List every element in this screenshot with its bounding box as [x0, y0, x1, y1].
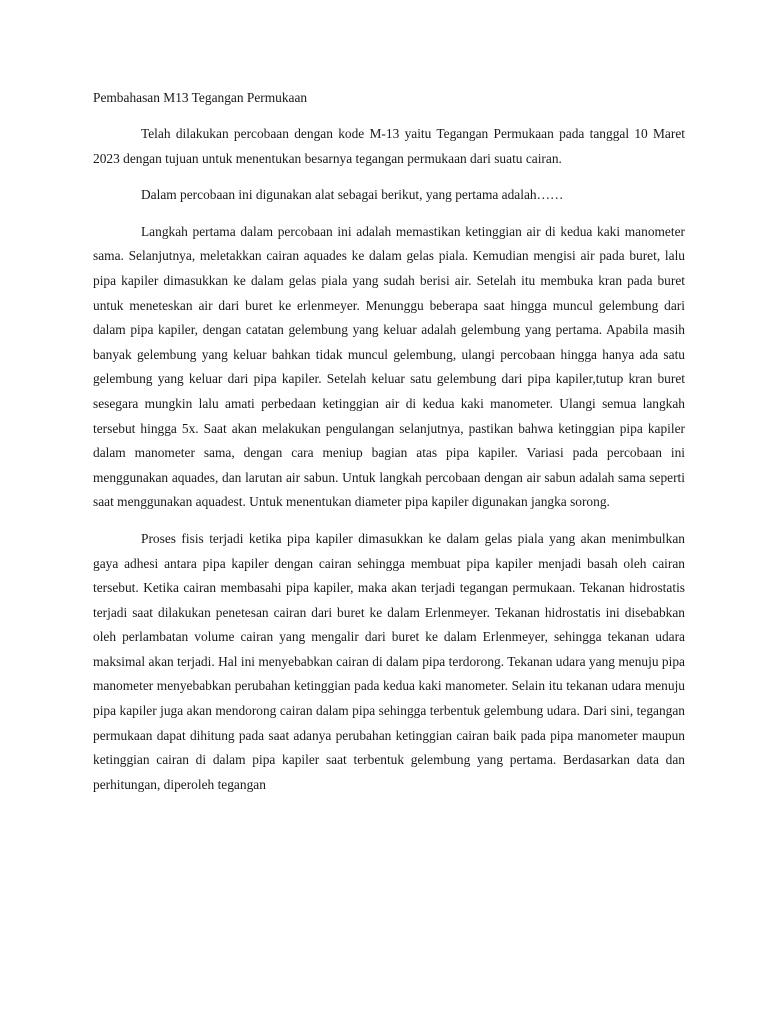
document-page — [93, 86, 685, 809]
paragraph-physical-process: Proses fisis terjadi ketika pipa kapiler dimasukkan ke dalam gelas piala yang akan menimbulkan gaya adhesi antara pipa kapiler dengan cairan sehingga membuat pipa kapiler menjadi basah oleh cairan tersebut. Ketika cairan membasahi pipa kapiler, maka akan terjadi tegangan permukaan. Tekanan hidrostatis terjadi saat dilakukan penetesan cairan dari buret ke dalam Erlenmeyer. Tekanan hidrostatis ini disebabkan oleh perlambatan volume cairan yang mengalir dari buret ke dalam Erlenmeyer, sehingga tekanan udara maksimal akan terjadi. Hal ini menyebabkan cairan di dalam pipa terdorong. Tekanan udara yang menuju pipa manometer menyebabkan perubahan ketinggian pada kedua kaki manometer. Selain itu tekanan udara menuju pipa kapiler juga akan mendorong cairan dalam pipa sehingga terbentuk gelembung udara. Dari sini, tegangan permukaan dapat dihitung pada saat adanya perubahan ketinggian cairan baik pada pipa manometer maupun ketinggian cairan di dalam pipa kapiler saat terbentuk gelembung yang pertama. Berdasarkan data dan perhitungan, diperoleh tegangan — [93, 530, 685, 792]
paragraph-equipment: Dalam percobaan ini digunakan alat sebagai berikut, yang pertama adalah…… — [141, 187, 564, 203]
paragraph-intro: Telah dilakukan percobaan dengan kode M-13 yaitu Tegangan Permukaan pada tanggal 10 Maret 2023 dengan tujuan untuk menentukan besarnya tegangan permukaan dari suatu cairan. — [93, 126, 685, 166]
paragraph-procedure: Langkah pertama dalam percobaan ini adalah memastikan ketinggian air di kedua kaki manometer sama. Selanjutnya, meletakkan cairan aquades ke dalam gelas piala. Kemudian mengisi air pada buret, lalu pipa kapiler dimasukkan ke dalam gelas piala yang sudah berisi air. Setelah itu membuka kran pada buret untuk meneteskan air dari buret ke erlenmeyer. Menunggu beberapa saat hingga muncul gelembung dari dalam pipa kapiler, dengan catatan gelembung yang keluar adalah gelembung yang pertama. Apabila masih banyak gelembung yang keluar bahkan tidak muncul gelembung, ulangi percobaan hingga hanya ada satu gelembung yang keluar dari pipa kapiler. Setelah keluar satu gelembung dari pipa kapiler,tutup kran buret sesegara mungkin lalu amati perbedaan ketinggian air di kedua kaki manometer. Ulangi semua langkah tersebut hingga 5x. Saat akan melakukan pengulangan selanjutnya, pastikan bahwa ketinggian pipa kapiler dalam manometer sama, dengan cara meniup bagian atas pipa kapiler. Variasi pada percobaan ini menggunakan aquades, dan larutan air sabun. Untuk langkah percobaan dengan air sabun adalah sama seperti saat menggunakan aquadest. Untuk menentukan diameter pipa kapiler digunakan jangka sorong. — [93, 223, 685, 510]
document-title: Pembahasan M13 Tegangan Permukaan — [93, 90, 308, 105]
